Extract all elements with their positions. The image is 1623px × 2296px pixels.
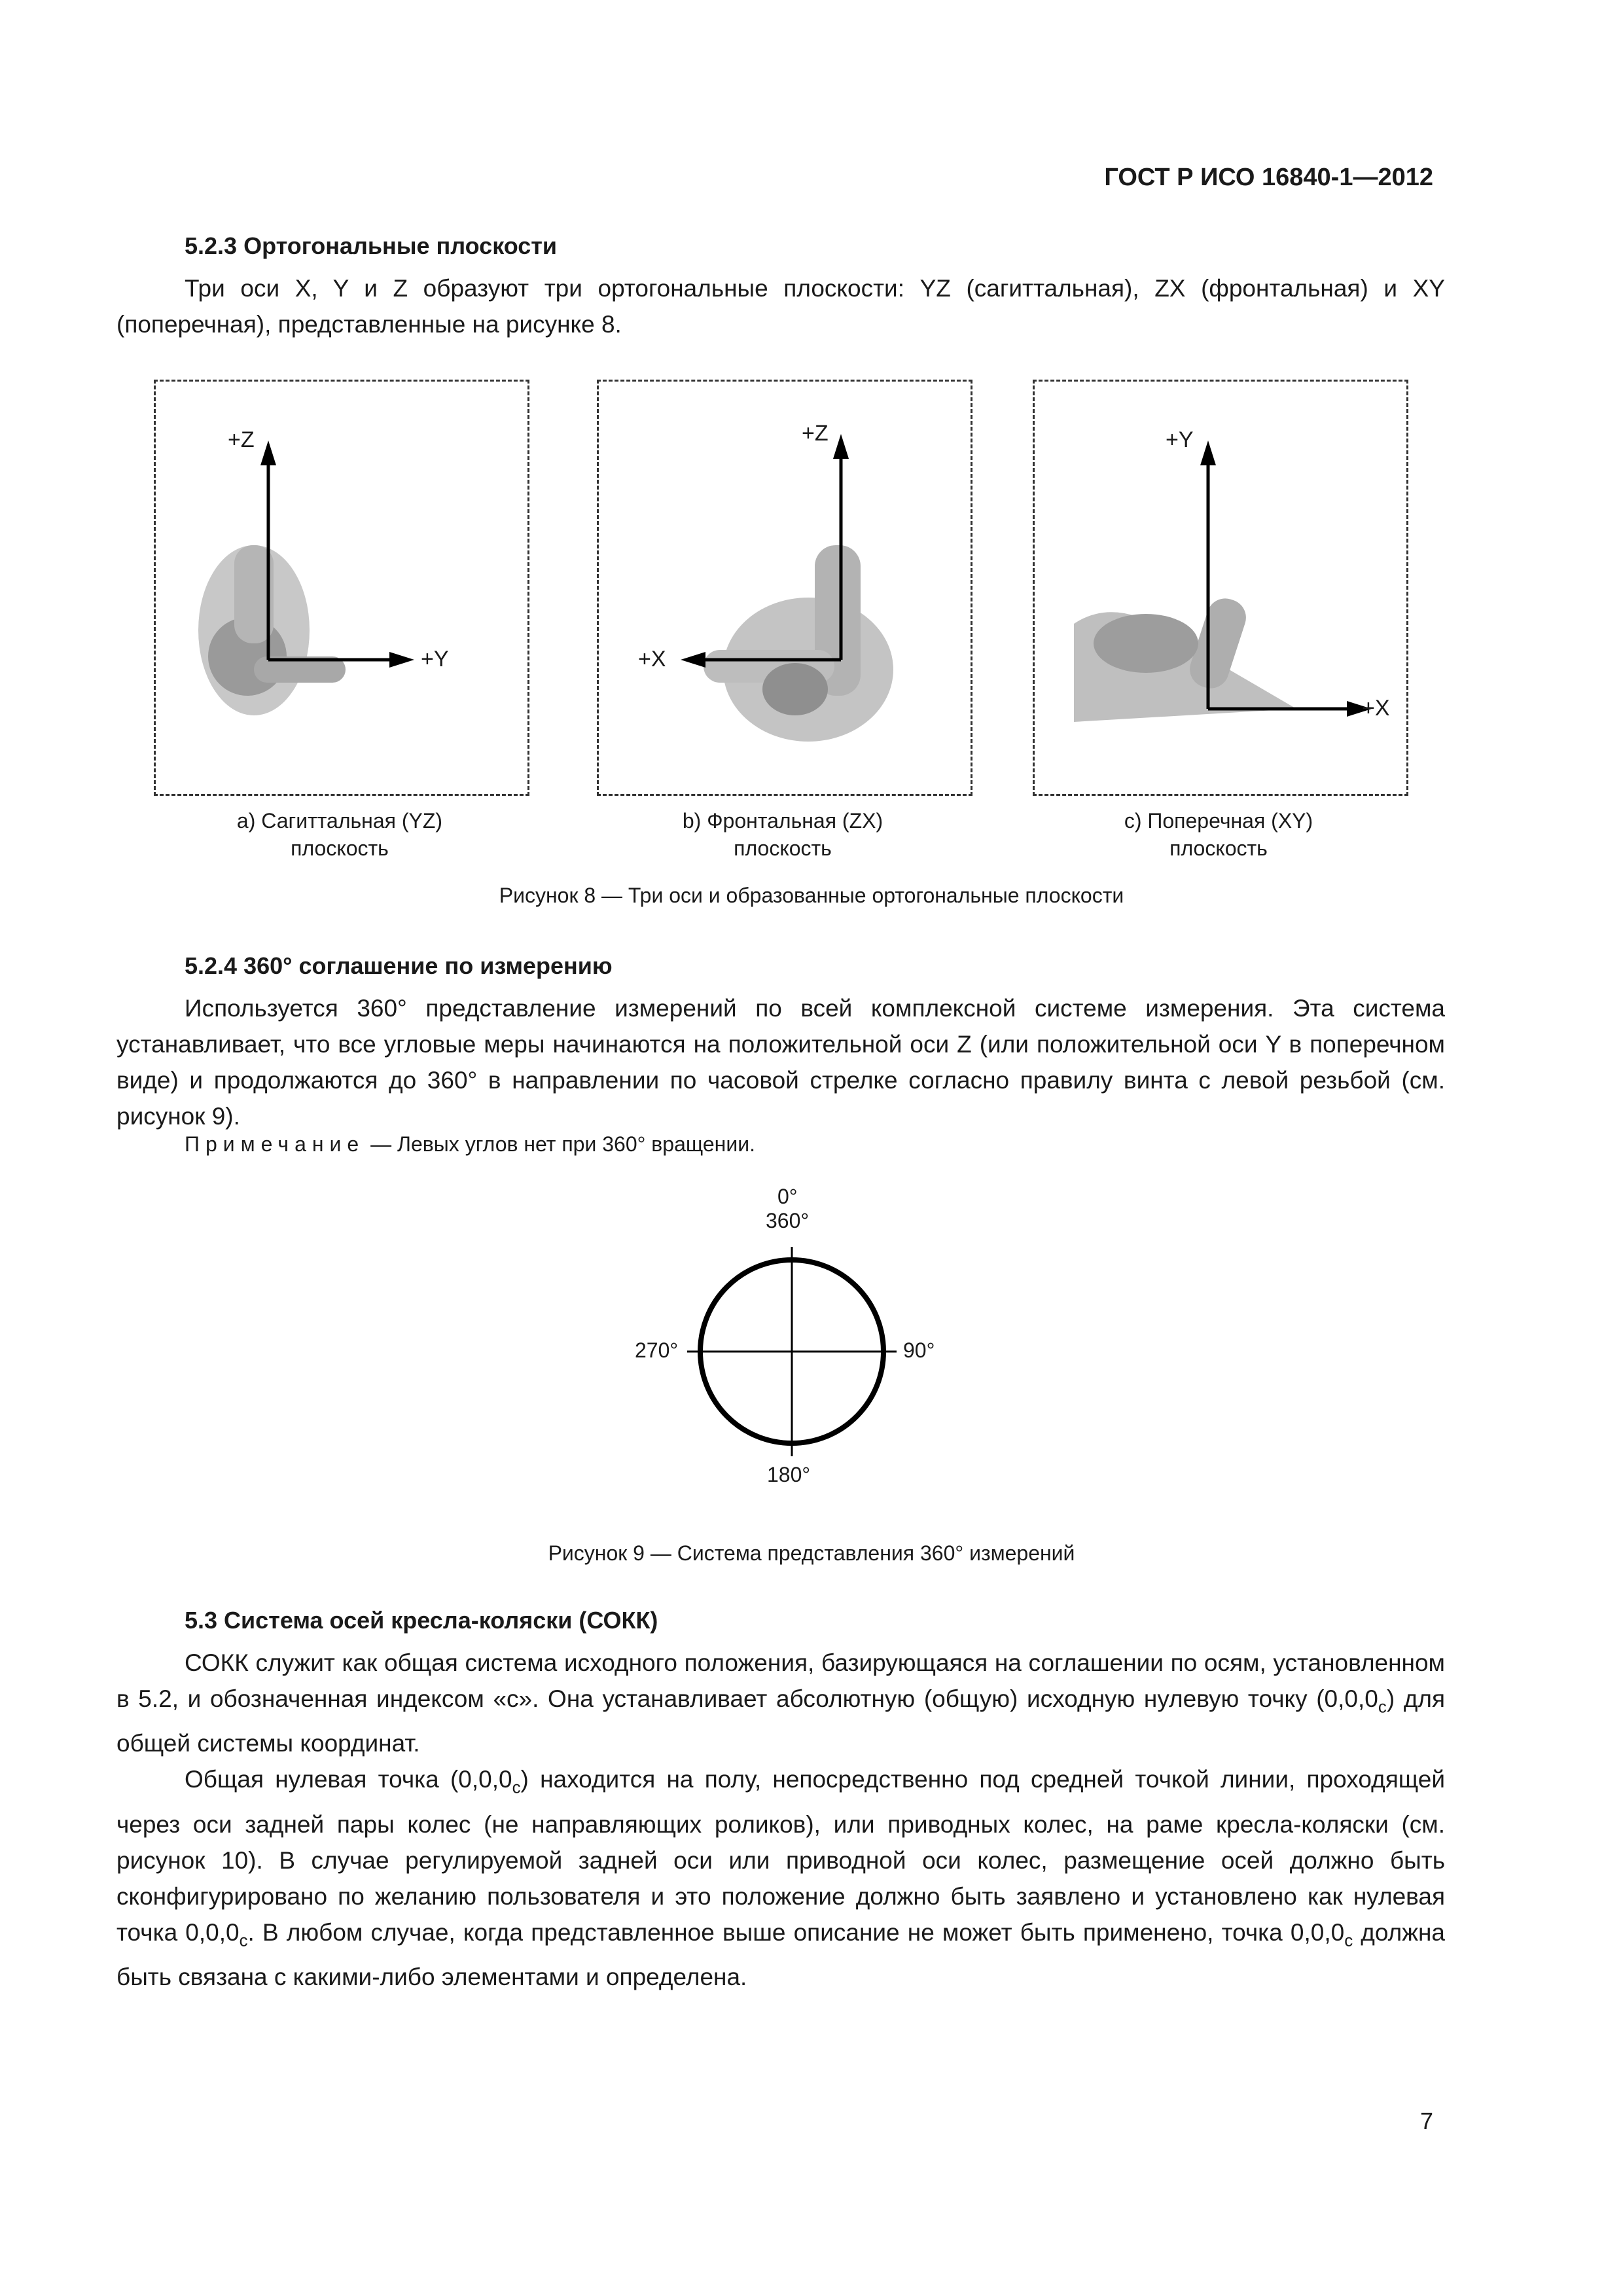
hand-illustration-sagittal bbox=[156, 382, 527, 794]
document-id: ГОСТ Р ИСО 16840-1—2012 bbox=[1104, 164, 1433, 191]
para2-text-a: Общая нулевая точка (0,0,0 bbox=[185, 1766, 512, 1793]
axis-label-x: +X bbox=[638, 647, 666, 672]
section-5-2-3-paragraph bbox=[116, 270, 1445, 342]
section-5-2-4-title: 5.2.4 360° соглашение по измерению bbox=[185, 952, 613, 979]
subcaption-a-line1: a) Сагиттальная (YZ) bbox=[236, 809, 443, 833]
section-5-3-paragraph-1 bbox=[116, 1645, 1445, 1761]
axis-label-y: +Y bbox=[421, 647, 449, 672]
axis-label-z: +Z bbox=[228, 427, 255, 452]
section-5-3-title: 5.3 Система осей кресла-коляски (СОКК) bbox=[185, 1607, 658, 1634]
section-5-2-4-paragraph bbox=[116, 990, 1445, 1134]
para2-text-b: ) находится на полу, непосредственно под средней точкой линии, проходящей через оси задней пары колес (не направляющих роликов), или приводных колес, на раме кресла-коляски (см. рисунок 10). В случае регулируемой задней оси или приводной оси колес, размещение осей должно быть сконфигурировано по желанию пользователя и это положение должно быть заявлено и установлено как нулевая точка 0,0,0 bbox=[116, 1766, 1445, 1946]
para2-text-c: . В любом случае, когда представленное выше описание не может быть применено, точка 0,0,0 bbox=[247, 1918, 1345, 1946]
figure8-caption: Рисунок 8 — Три оси и образованные ортогональные плоскости bbox=[499, 884, 1124, 907]
angle-label-180: 180° bbox=[767, 1463, 811, 1486]
figure9-caption: Рисунок 9 — Система представления 360° измерений bbox=[548, 1541, 1075, 1565]
subcaption-b-line1: b) Фронтальная (ZX) bbox=[682, 809, 883, 833]
angle-label-270: 270° bbox=[635, 1338, 679, 1362]
note bbox=[185, 1132, 755, 1157]
section-5-2-3-text: Три оси X, Y и Z образуют три ортогональные плоскости: YZ (сагиттальная), ZX (фронтальная) и XY (поперечная), представленные на рисунке 8. bbox=[116, 275, 1445, 338]
angle-label-0: 0° bbox=[777, 1185, 798, 1208]
para2-subscript-3: c bbox=[1344, 1931, 1353, 1950]
section-5-2-3-title: 5.2.3 Ортогональные плоскости bbox=[185, 232, 558, 259]
axis-label-z: +Z bbox=[802, 421, 829, 446]
section-5-2-4-text: Используется 360° представление измерений по всей комплексной системе измерения. Эта система устанавливает, что все угловые меры начинаются на положительной оси Z (или положительной оси Y в поперечном виде) и продолжаются до 360° в направлении по часовой стрелке согласно правилу винта с левой резьбой (см. рисунок 9). bbox=[116, 995, 1445, 1130]
note-label: Примечание bbox=[185, 1132, 365, 1156]
para1-subscript: c bbox=[1378, 1698, 1387, 1717]
para1-text-b: ) для общей системы координат. bbox=[116, 1685, 1445, 1757]
figure8-subcaption-b bbox=[597, 807, 969, 862]
hand-illustration-transverse bbox=[1035, 382, 1406, 794]
para1-text-a: СОКК служит как общая система исходного положения, базирующаяся на соглашении по осям, установленном в 5.2, и обозначенная индексом «c». Она устанавливает абсолютную (общую) исходную нулевую точку (0,0,0 bbox=[116, 1649, 1445, 1712]
axis-label-x: +X bbox=[1362, 696, 1390, 721]
figure8-panel-b bbox=[597, 380, 972, 796]
hand-illustration-frontal bbox=[599, 382, 971, 794]
subcaption-b-line2: плоскость bbox=[734, 836, 832, 860]
figure8-panel-a bbox=[154, 380, 529, 796]
subcaption-c-line1: c) Поперечная (XY) bbox=[1124, 809, 1313, 833]
section-5-3-paragraphs bbox=[116, 1645, 1445, 1995]
note-text: — Левых углов нет при 360° вращении. bbox=[365, 1132, 755, 1156]
para2-subscript-1: c bbox=[512, 1778, 521, 1797]
figure8-panel-c bbox=[1033, 380, 1408, 796]
para2-text-d: должна быть связана с какими-либо элементами и определена. bbox=[116, 1918, 1445, 1991]
axis-label-y: +Y bbox=[1166, 427, 1194, 452]
para2-subscript-2: c bbox=[239, 1931, 248, 1950]
subcaption-c-line2: плоскость bbox=[1169, 836, 1268, 860]
page-number: 7 bbox=[1419, 2108, 1433, 2134]
section-5-3-paragraph-2 bbox=[116, 1761, 1445, 1995]
angle-label-90: 90° bbox=[903, 1338, 935, 1362]
figure8-subcaption-c bbox=[1033, 807, 1404, 862]
angle-label-360: 360° bbox=[766, 1209, 810, 1232]
figure8-subcaption-a bbox=[154, 807, 526, 862]
subcaption-a-line2: плоскость bbox=[291, 836, 389, 860]
